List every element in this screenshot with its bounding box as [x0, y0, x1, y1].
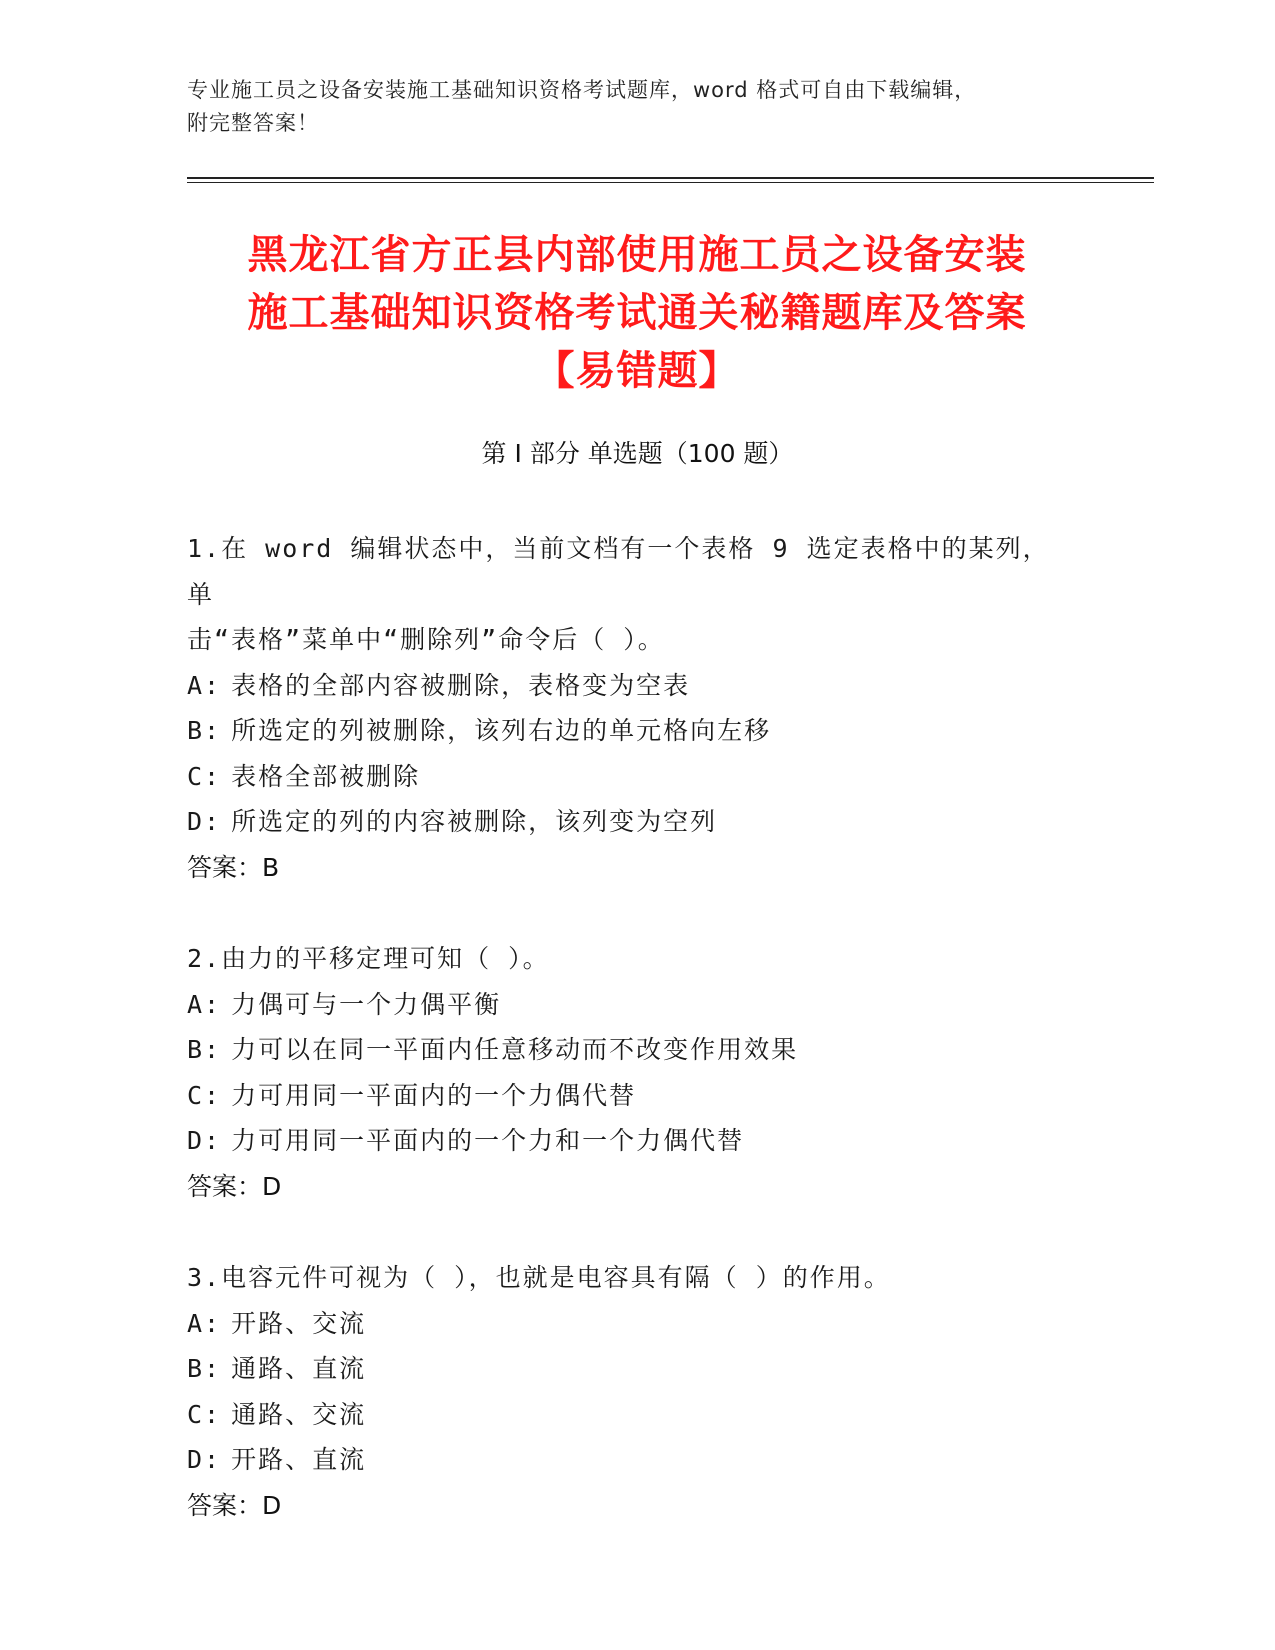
option-text: 通路、直流	[231, 1354, 367, 1383]
header-note-line-2: 附完整答案！	[187, 111, 319, 135]
option-d	[187, 1437, 1067, 1483]
option-letter: C:	[187, 761, 222, 791]
answer-line: 答案：D	[187, 1490, 282, 1520]
option-text: 开路、交流	[231, 1308, 367, 1338]
option-letter: B:	[187, 1354, 222, 1383]
answer-line: 答案：B	[187, 852, 280, 882]
header-note	[187, 74, 1067, 140]
header-note-line-1: 专业施工员之设备安装施工基础知识资格考试题库，word 格式可自由下载编辑，	[187, 78, 977, 102]
question-stem: 3.电容元件可视为（ ），也就是电容具有隔（ ）的作用。	[187, 1263, 891, 1292]
section-heading: 第 I 部分 单选题（100 题）	[481, 439, 794, 468]
option-text: 所选定的列的内容被删除，该列变为空列	[231, 807, 718, 836]
option-d	[187, 1118, 1067, 1164]
option-text: 开路、直流	[231, 1445, 367, 1474]
option-letter: A:	[187, 989, 222, 1019]
option-c	[187, 1073, 1067, 1119]
question-list	[187, 526, 1067, 1574]
option-text: 表格全部被删除	[231, 761, 421, 791]
option-a	[187, 982, 1067, 1028]
question-stem-continued: 击“表格”菜单中“删除列”命令后（ ）。	[187, 625, 665, 654]
option-letter: C:	[187, 1080, 222, 1110]
option-b	[187, 708, 1067, 754]
header-rule-thick	[187, 177, 1154, 179]
option-text: 力可用同一平面内的一个力偶代替	[231, 1080, 637, 1110]
option-letter: D:	[187, 807, 222, 836]
option-text: 所选定的列被删除，该列右边的单元格向左移	[231, 716, 772, 745]
option-letter: A:	[187, 670, 222, 700]
option-a	[187, 663, 1067, 709]
question-stem: 2.由力的平移定理可知（ ）。	[187, 944, 550, 973]
header-rule-thin	[187, 182, 1154, 183]
option-letter: D:	[187, 1126, 222, 1155]
option-letter: B:	[187, 716, 222, 745]
option-b	[187, 1027, 1067, 1073]
question-2	[187, 936, 1067, 1209]
option-letter: C:	[187, 1399, 222, 1429]
document-title	[187, 226, 1087, 400]
question-1	[187, 526, 1067, 890]
document-title-line-3: 【易错题】	[534, 348, 740, 394]
option-text: 力偶可与一个力偶平衡	[231, 989, 502, 1019]
question-stem: 1.在 word 编辑状态中，当前文档有一个表格 9 选定表格中的某列，单	[187, 534, 1050, 609]
answer-line: 答案：D	[187, 1171, 282, 1201]
option-a	[187, 1301, 1067, 1347]
option-c	[187, 754, 1067, 800]
option-letter: A:	[187, 1308, 222, 1338]
option-text: 通路、交流	[231, 1399, 367, 1429]
option-text: 力可用同一平面内的一个力和一个力偶代替	[231, 1126, 745, 1155]
option-text: 力可以在同一平面内任意移动而不改变作用效果	[231, 1035, 799, 1064]
option-letter: D:	[187, 1445, 222, 1474]
question-3	[187, 1255, 1067, 1528]
option-letter: B:	[187, 1035, 222, 1064]
option-text: 表格的全部内容被删除，表格变为空表	[231, 670, 691, 700]
option-d	[187, 799, 1067, 845]
option-b	[187, 1346, 1067, 1392]
option-c	[187, 1392, 1067, 1438]
document-title-line-2: 施工基础知识资格考试通关秘籍题库及答案	[247, 290, 1027, 336]
document-title-line-1: 黑龙江省方正县内部使用施工员之设备安装	[247, 232, 1027, 278]
